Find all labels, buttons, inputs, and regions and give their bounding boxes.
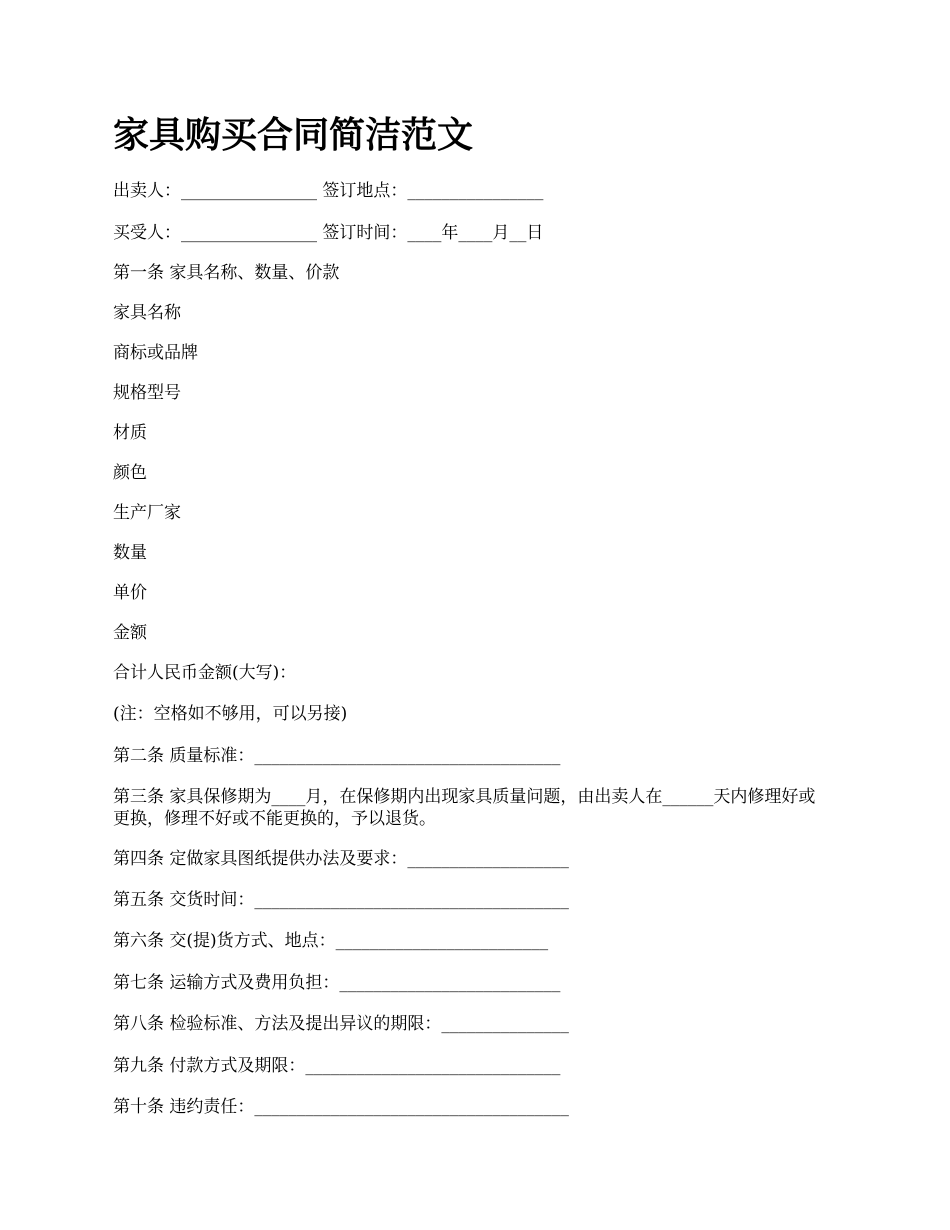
item-amount: 金额 xyxy=(113,623,147,643)
item-model: 规格型号 xyxy=(113,383,181,403)
article-2: 第二条 质量标准：____________________________________ xyxy=(113,746,561,766)
article-4: 第四条 定做家具图纸提供办法及要求：___________________ xyxy=(113,849,569,869)
article-5: 第五条 交货时间：_____________________________________ xyxy=(113,890,569,910)
article-8: 第八条 检验标准、方法及提出异议的期限：_______________ xyxy=(113,1014,569,1034)
article-1-heading: 第一条 家具名称、数量、价款 xyxy=(113,263,340,283)
article-6: 第六条 交(提)货方式、地点：_________________________ xyxy=(113,931,549,951)
note-line: (注：空格如不够用，可以另接) xyxy=(113,704,348,724)
article-3: 第三条 家具保修期为____月，在保修期内出现家具质量问题，由出卖人在______天内修理好或更换，修理不好或不能更换的，予以退货。 xyxy=(113,787,816,829)
article-7: 第七条 运输方式及费用负担：__________________________ xyxy=(113,973,561,993)
buyer-line: 买受人：________________ 签订时间：____年____月__日 xyxy=(113,223,544,243)
item-manufacturer: 生产厂家 xyxy=(113,503,181,523)
item-brand: 商标或品牌 xyxy=(113,343,198,363)
item-quantity: 数量 xyxy=(113,543,147,563)
article-9: 第九条 付款方式及期限：______________________________ xyxy=(113,1056,561,1076)
document-title: 家具购买合同简洁范文 xyxy=(113,115,474,156)
item-unit-price: 单价 xyxy=(113,583,147,603)
item-color: 颜色 xyxy=(113,463,147,483)
total-amount-line: 合计人民币金额(大写)： xyxy=(113,663,297,683)
seller-line: 出卖人：________________ 签订地点：________________ xyxy=(113,181,544,201)
item-material: 材质 xyxy=(113,423,147,443)
item-furniture-name: 家具名称 xyxy=(113,303,181,323)
article-10: 第十条 违约责任：_____________________________________ xyxy=(113,1097,569,1117)
